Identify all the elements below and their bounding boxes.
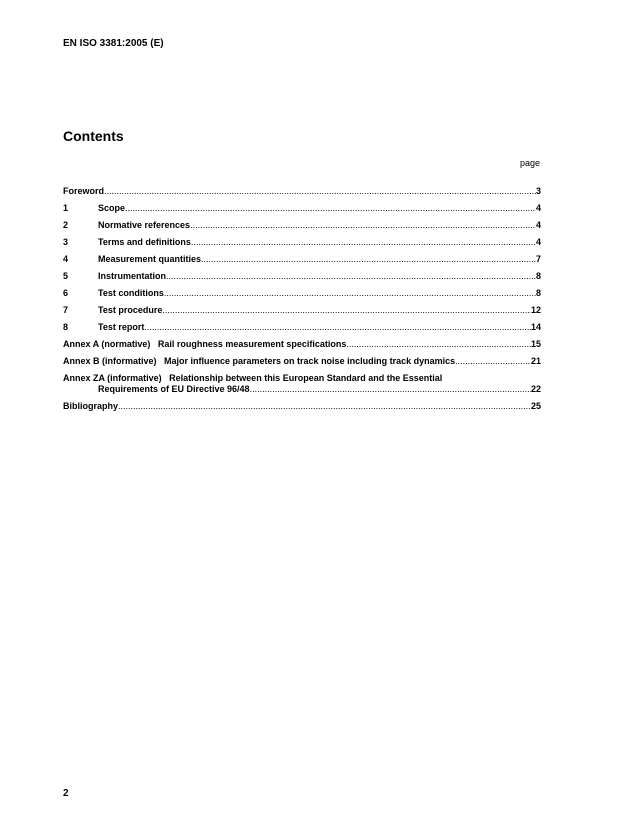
toc-leader-dots	[118, 401, 531, 412]
toc-entry-title: Measurement quantities	[98, 254, 202, 264]
toc-entry-page: 15	[530, 339, 541, 349]
toc-entry-title: Annex B (informative) Major influence parameters on track noise including track dynamics	[63, 356, 456, 366]
toc-entry-normative-references[interactable]	[63, 220, 541, 231]
toc-leader-dots	[191, 237, 536, 248]
toc-entry-title: Test report	[98, 322, 145, 332]
toc-entry-number: 3	[63, 237, 69, 247]
toc-entry-title: Foreword	[63, 186, 105, 196]
toc-entry-page: 12	[530, 305, 541, 315]
toc-entry-page: 4	[535, 220, 541, 230]
toc-entry-title: Test procedure	[98, 305, 163, 315]
toc-leader-dots	[346, 339, 531, 350]
toc-entry-number: 7	[63, 305, 69, 315]
toc-entry-page: 14	[530, 322, 541, 332]
toc-leader-dots	[104, 186, 536, 197]
toc-leader-dots	[166, 271, 536, 282]
toc-leader-dots	[250, 384, 531, 395]
toc-entry-number: 2	[63, 220, 69, 230]
toc-entry-number: 1	[63, 203, 69, 213]
toc-entry-page: 25	[530, 401, 541, 411]
toc-entry-page: 21	[530, 356, 541, 366]
toc-leader-dots	[144, 322, 531, 333]
toc-entry-title: Normative references	[98, 220, 191, 230]
toc-leader-dots	[201, 254, 536, 265]
toc-entry-bibliography[interactable]	[63, 401, 541, 412]
toc-entry-title: Test conditions	[98, 288, 164, 298]
toc-entry-measurement-quantities[interactable]	[63, 254, 541, 265]
toc-entry-page: 8	[535, 271, 541, 281]
toc-leader-dots	[164, 288, 536, 299]
toc-entry-page: 8	[535, 288, 541, 298]
toc-entry-foreword[interactable]	[63, 186, 541, 197]
toc-entry-page: 3	[535, 186, 541, 196]
page-number: 2	[63, 788, 69, 799]
toc-entry-scope[interactable]	[63, 203, 541, 214]
toc-entry-title-line2: Requirements of EU Directive 96/48	[98, 384, 250, 394]
toc-entry-title: Instrumentation	[98, 271, 167, 281]
toc-entry-annex-b[interactable]	[63, 356, 541, 367]
toc-entry-annex-a[interactable]	[63, 339, 541, 350]
toc-entry-instrumentation[interactable]	[63, 271, 541, 282]
toc-entry-title: Scope	[98, 203, 126, 213]
toc-entry-page: 4	[535, 203, 541, 213]
toc-entry-page: 4	[535, 237, 541, 247]
document-header: EN ISO 3381:2005 (E)	[63, 38, 164, 49]
toc-entry-title: Bibliography	[63, 401, 119, 411]
page-title: Contents	[63, 128, 124, 144]
toc-leader-dots	[190, 220, 536, 231]
toc-leader-dots	[125, 203, 536, 214]
toc-entry-terms-and-definitions[interactable]	[63, 237, 541, 248]
toc-entry-number: 8	[63, 322, 69, 332]
toc-leader-dots	[455, 356, 531, 367]
page-column-label: page	[519, 158, 540, 168]
toc-entry-annex-za[interactable]	[63, 373, 541, 395]
toc-entry-number: 4	[63, 254, 69, 264]
table-of-contents	[63, 186, 541, 418]
toc-entry-title-line1: Annex ZA (informative) Relationship between this European Standard and the Essential	[63, 373, 443, 383]
toc-entry-test-report[interactable]	[63, 322, 541, 333]
toc-entry-title: Annex A (normative) Rail roughness measurement specifications	[63, 339, 347, 349]
toc-entry-page: 22	[530, 384, 541, 394]
toc-entry-number: 5	[63, 271, 69, 281]
toc-entry-title: Terms and definitions	[98, 237, 191, 247]
toc-entry-test-conditions[interactable]	[63, 288, 541, 299]
toc-entry-test-procedure[interactable]	[63, 305, 541, 316]
toc-entry-page: 7	[535, 254, 541, 264]
toc-entry-number: 6	[63, 288, 69, 298]
toc-leader-dots	[162, 305, 531, 316]
